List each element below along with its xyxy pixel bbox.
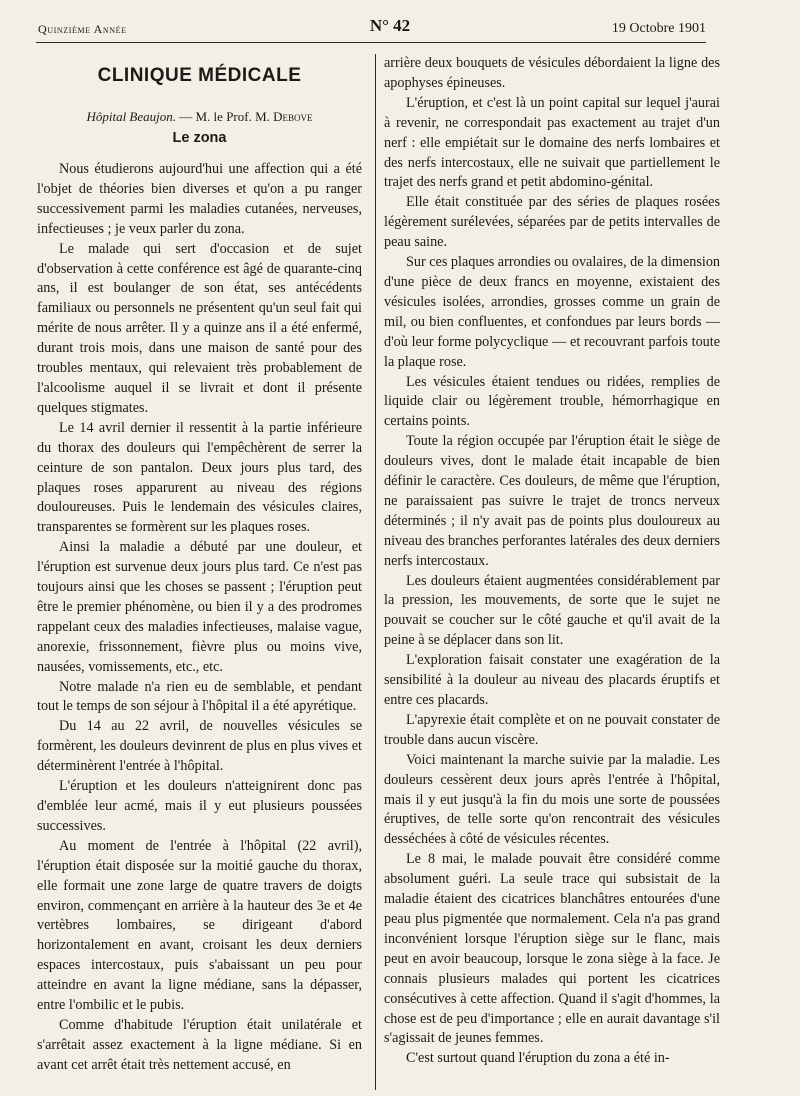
paragraph: Sur ces plaques arrondies ou ovalaires, de la dimension d'une pièce de deux francs en moyenne, existaient des vésicules isolées, arrondies, grosses comme un grain de mil, ou bien confluentes, et confondues par leurs bords — d'où leur forme polycyclique — et recouvrant parfois toute la plaque rose. <box>384 254 721 370</box>
paragraph: Comme d'habitude l'éruption était unilatérale et s'arrêtait assez exactement à la ligne médiane. Si en avant cet arrêt était très nettement accusé, en <box>37 1016 362 1073</box>
article-title: CLINIQUE MÉDICALE <box>97 65 302 86</box>
issue-date: 19 Octobre 1901 <box>611 21 706 36</box>
issue-number: N° 42 <box>369 16 411 35</box>
paragraph: Le 8 mai, le malade pouvait être considéré comme absolument guéri. La seule trace qui subsistait de la maladie étaient des cicatrices blanchâtres entourées d'une peau plus pigmentée que normalement. Cela n'a pas grand inconvénient lorsque l'éruption siège sur le flanc, mais peut en avoir beaucoup, lorsque le zona siège à la face. Je connais plusieurs malades qui portent les cicatrices consécutives à cette affection. Quand il s'agit d'hommes, la chose est de peu d'importance ; elle en aurait davantage s'il s'agissait de jeunes femmes. <box>384 851 720 1047</box>
paragraph: Le 14 avril dernier il ressentit à la partie inférieure du thorax des douleurs qui l'empêchèrent de serrer la ceinture de son pantalon. Deux jours plus tard, des plaques roses apparurent au niveau des régions douloureuses. Puis le lendemain des vésicules claires, transparentes se formèrent sur les plaques roses. <box>37 419 362 536</box>
paragraph: Toute la région occupée par l'éruption était le siège de douleurs vives, dont le malade était incapable de bien définir le caractère. Ces douleurs, de même que l'éruption, ne paraissaient pas suivre le trajet de troncs nerveux déterminés ; il n'y avait pas de points plus douloureux au niveau des branches perforantes latérales des deux derniers nerfs intercostaux. <box>384 433 720 569</box>
paragraph: L'exploration faisait constater une exagération de la sensibilité à la douleur au niveau des placards éruptifs et entre ces placards. <box>384 652 720 708</box>
paragraph-continued: arrière deux bouquets de vésicules débordaient la ligne des apophyses épineuses. <box>384 55 720 91</box>
paragraph: Nous étudierons aujourd'hui une affection qui a été l'objet de théories bien diverses et qu'on a pu ranger successivement parmi les maladies cutanées, nerveuses, infectieuses ; je veux parler du zona. <box>37 161 362 237</box>
paragraph: Le malade qui sert d'occasion et de sujet d'observation à cette conférence est âgé de quarante-cinq ans, il est boulanger de son état, ses antécédents familiaux ou personnels ne présentent qu'un seul fait qui mérite de nous arrêter. Il y a quinze ans il a été enfermé, durant trois mois, dans une maison de santé pour des troubles mentaux, qui relevaient très probablement de l'alcoolisme auquel il se livrait et dont il présente quelques stigmates. <box>37 240 362 416</box>
article-subtitle: Le zona <box>172 130 227 146</box>
paragraph: Du 14 au 22 avril, de nouvelles vésicules se formèrent, les douleurs devinrent de plus en plus vives et déterminèrent l'entrée à l'hôpital. <box>37 718 362 775</box>
volume-label: Quinzième Année <box>38 22 127 36</box>
paragraph: Ainsi la maladie a débuté par une douleur, et l'éruption est survenue deux jours plus tard. Ce n'est pas toujours ainsi que les choses se passent ; l'éruption peut être le premier phénomène, ou bien il y a des prodromes rappelant ceux des maladies infectieuses, malaise vague, anorexie, frissonnement, fièvre plus ou moins vive, nausées, vomissements, etc., etc. <box>37 539 362 675</box>
paragraph: Les vésicules étaient tendues ou ridées, remplies de liquide clair ou légèrement trouble, hémorrhagique en certains points. <box>384 373 720 430</box>
paragraph: L'éruption, et c'est là un point capital sur lequel j'aurai à revenir, ne correspondait pas exactement au trajet d'un nerf : elle empiétait sur le domaine des nerfs lombaires et des nerfs intercostaux, elle ne suivait que partiellement le trajet des nerfs grand et petit abdomino-génital. <box>384 94 720 191</box>
source-dash: — M. le Prof. M. <box>176 109 274 124</box>
page-header <box>0 0 800 42</box>
paragraph: Les douleurs étaient augmentées considérablement par la pression, les mouvements, de sorte que le sujet ne pouvait se coucher sur le côté gauche et qu'il avait de la peine à se déplacer dans son lit. <box>384 572 720 649</box>
paragraph: L'éruption et les douleurs n'atteignirent donc pas d'emblée leur acmé, mais il y eut plusieurs poussées successives. <box>37 778 362 834</box>
article-source <box>37 108 362 126</box>
hospital-name: Hôpital Beaujon. <box>86 109 176 124</box>
paragraph: C'est surtout quand l'éruption du zona a été in- <box>406 1050 670 1067</box>
column-divider <box>375 54 376 1090</box>
paragraph: Voici maintenant la marche suivie par la maladie. Les douleurs cessèrent deux jours après l'entrée à l'hôpital, mais il y eut jusqu'à la fin du mois une sorte de poussées éruptives, de telle sorte qu'on rencontrait des vésicules desséchées à côté de vésicules récentes. <box>384 751 720 848</box>
author-name: Debove <box>273 109 313 124</box>
paragraph: Au moment de l'entrée à l'hôpital (22 avril), l'éruption était disposée sur la moitié gauche du thorax, elle formait une zone large de quatre travers de doigts environ, commençant en arrière à la hauteur des 3e et 4e vertèbres lombaires, se dirigeant d'abord horizontalement en avant, croisant les deux derniers espaces intercostaux, puis s'abaissant un peu pour atteindre en avant la ligne médiane, sans la dépasser, entre l'ombilic et le pubis. <box>37 837 362 1014</box>
right-column <box>384 54 720 1069</box>
paragraph: L'apyrexie était complète et on ne pouvait constater de trouble dans aucun viscère. <box>384 711 720 748</box>
paragraph: Notre malade n'a rien eu de semblable, et pendant tout le temps de son séjour à l'hôpital il a été apyrétique. <box>37 678 362 715</box>
left-column <box>37 54 362 1076</box>
header-rule <box>36 42 706 43</box>
paragraph: Elle était constituée par des séries de plaques rosées légèrement surélevées, séparées par de petits intervalles de peau saine. <box>384 194 720 251</box>
